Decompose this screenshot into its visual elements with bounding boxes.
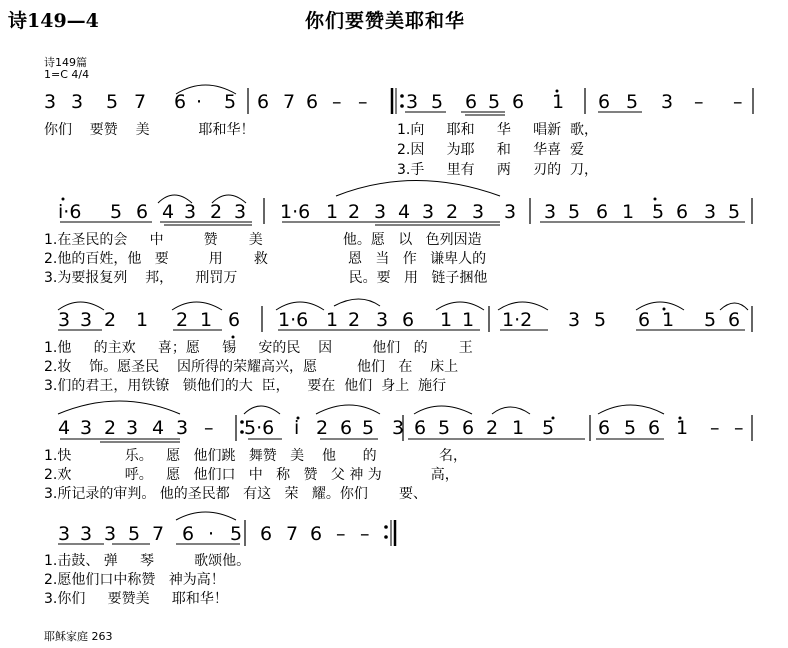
system-2-lyric-1: 1.在圣民的会 中 赞 美 他。愿 以 色列因造 xyxy=(44,232,482,248)
system-5-lyric-3: 3.你们 要赞美 耶和华！ xyxy=(44,591,228,607)
system-3-lyric-2: 2.妆 饰。愿圣民 因所得的荣耀高兴，愿 他们 在 床上 xyxy=(44,359,459,375)
key-signature: 1=C 4/4 xyxy=(44,68,90,81)
system-5-lyric-1: 1.击鼓、 弹 琴 歌颂他。 xyxy=(44,553,251,569)
system-3-lyric-1: 1.他 的主欢 喜；愿 锡 安的民 因 他们 的 王 xyxy=(44,340,473,356)
system-4-lyric-1: 1.快 乐。 愿 他们跳 舞赞 美 他 的 名， xyxy=(44,448,467,464)
system-4-lyric-2: 2.欢 呼。 愿 他们口 中 称 赞 父 神 为 高， xyxy=(44,467,459,483)
hymn-title: 你们要赞美耶和华 xyxy=(305,10,466,32)
system-1-lyric-3: 2.因 为耶 和 华喜 爱 xyxy=(397,142,585,158)
footer-source: 耶稣家庭 263 xyxy=(44,630,113,643)
system-2-lyric-2: 2.他的百姓，他 要 用 救 恩 当 作 谦卑人的 xyxy=(44,251,487,267)
system-5-lyric-2: 2.愿他们口中称赞 神为高！ xyxy=(44,572,225,588)
system-4-lyric-3: 3.所记录的审判。 他的圣民都 有这 荣 耀。你们 要、 xyxy=(44,486,428,502)
hymn-number: 诗149—4 xyxy=(8,10,99,32)
system-1-lyric-1: 你们 要赞 美 耶和华！ xyxy=(44,122,255,138)
system-3-lyric-3: 3.们的君王，用铁镣 锁他们的大 臣， 要在 他们 身上 施行 xyxy=(44,378,447,394)
system-1-lyric-4: 3.手 里有 两 刃的 刀， xyxy=(397,162,599,178)
source-label: 诗149篇 xyxy=(44,56,87,69)
system-1-lyric-2: 1.向 耶和 华 唱新 歌， xyxy=(397,122,599,138)
system-2-lyric-3: 3.为要报复列 邦， 刑罚万 民。要 用 链子捆他 xyxy=(44,270,488,286)
